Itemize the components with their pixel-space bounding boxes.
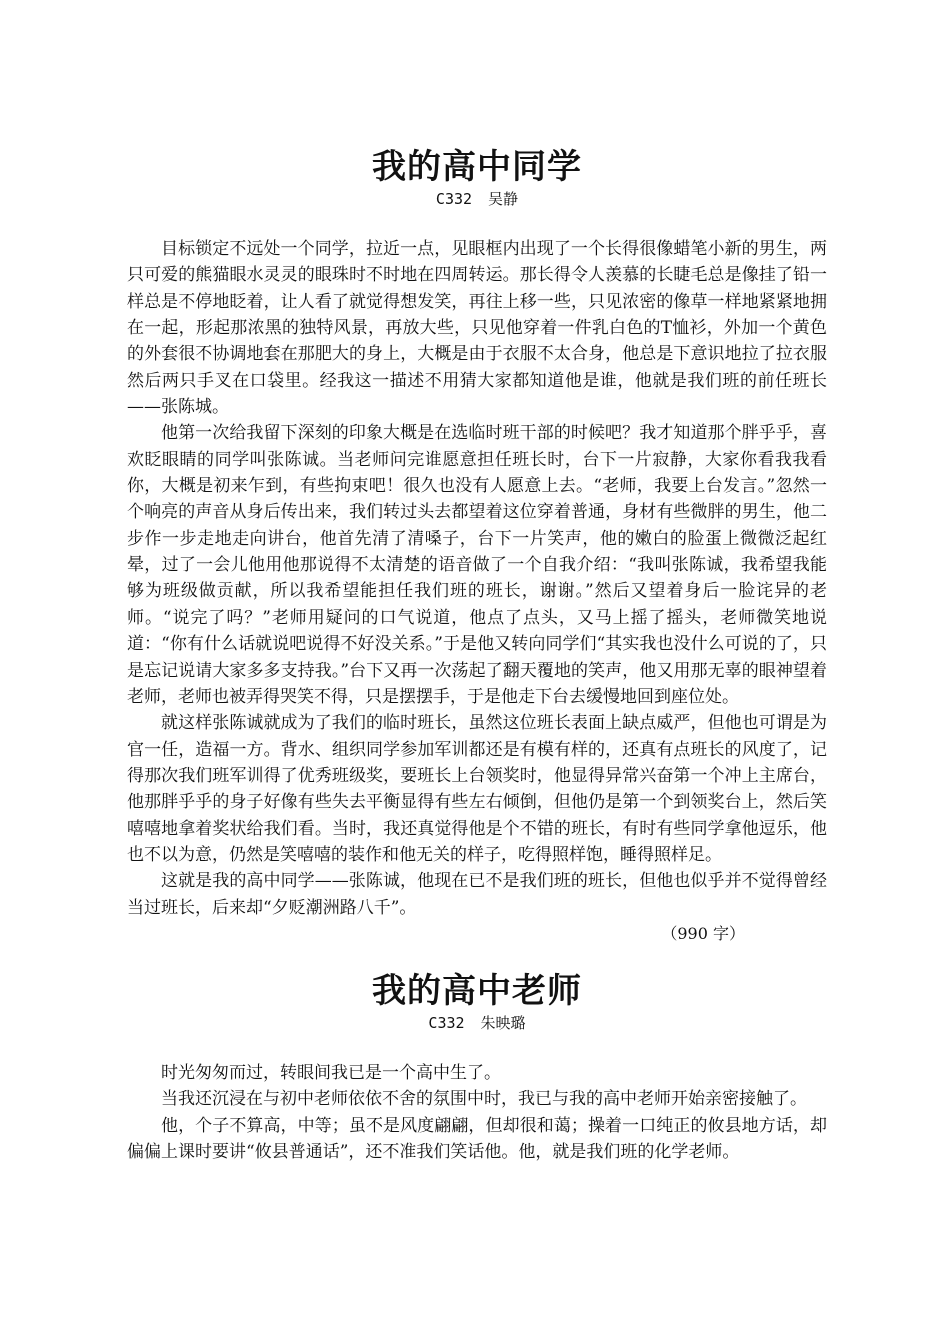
author-name: 朱映璐 <box>480 1014 526 1032</box>
article-body <box>127 1060 827 1165</box>
class-code: C332 <box>428 1014 465 1032</box>
paragraph: 他第一次给我留下深刻的印象大概是在选临时班干部的时候吧？我才知道那个胖乎乎，喜欢眨眼睛的同学叫张陈诚。当老师问完谁愿意担任班长时，台下一片寂静，大家你看我我看你，大概是初来乍到，有些拘束吧！很久也没有人愿意上去。“老师，我要上台发言。”忽然一个响亮的声音从身后传出来，我们转过头去都望着这位穿着普通，身材有些微胖的男生，他二步作一步走地走向讲台，他首先清了清嗓子，台下一片笑声，他的嫩白的脸蛋上微微泛起红晕，过了一会儿他用他那说得不太清楚的语音做了一个自我介绍：“我叫张陈诚，我希望我能够为班级做贡献，所以我希望能担任我们班的班长，谢谢。”然后又望着身后一脸诧异的老师。“说完了吗？”老师用疑问的口气说道，他点了点头，又马上摇了摇头，老师微笑地说道：“你有什么话就说吧说得不好没关系。”于是他又转向同学们“其实我也没什么可说的了，只是忘记说请大家多多支持我。”台下又再一次荡起了翻天覆地的笑声，他又用那无辜的眼神望着老师，老师也被弄得哭笑不得，只是摆摆手，于是他走下台去缓慢地回到座位处。 <box>127 423 827 707</box>
paragraph: 目标锁定不远处一个同学，拉近一点，见眼框内出现了一个长得很像蜡笔小新的男生，两只可爱的熊猫眼水灵灵的眼珠时不时地在四周转运。那长得令人羡慕的长睫毛总是像挂了铅一样总是不停地眨着，让人看了就觉得想发笑，再往上移一些，只见浓密的像草一样地紧紧地拥在一起，形起那浓黑的独特风景，再放大些，只见他穿着一件乳白色的T恤衫，外加一个黄色的外套很不协调地套在那肥大的身上，大概是由于衣服不太合身，他总是下意识地拉了拉衣服然后两只手叉在口袋里。经我这一描述不用猜大家都知道他是谁，他就是我们班的前任班长——张陈城。 <box>127 239 827 418</box>
article-teacher <box>127 971 827 1165</box>
paragraph: 时光匆匆而过，转眼间我已是一个高中生了。 <box>161 1063 501 1083</box>
class-code: C332 <box>435 190 473 208</box>
article-body <box>127 236 827 921</box>
article-byline <box>127 189 827 209</box>
article-classmate <box>127 147 827 947</box>
paragraph: 就这样张陈诚就成为了我们的临时班长，虽然这位班长表面上缺点威严，但他也可谓是为官一任，造福一方。背水、组织同学参加军训都还是有模有样的，还真有点班长的风度了，记得那次我们班军训得了优秀班级奖，要班长上台领奖时，他显得异常兴奋第一个冲上主席台，他那胖乎乎的身子好像有些失去平衡显得有些左右倾倒，但他仍是第一个到领奖台上，然后笑嘻嘻地拿着奖状给我们看。当时，我还真觉得他是个不错的班长，有时有些同学拿他逗乐，他也不以为意，仍然是笑嘻嘻的装作和他无关的样子，吃得照样饱，睡得照样足。 <box>127 713 827 865</box>
author-name: 吴静 <box>488 190 519 208</box>
word-count: （990 字） <box>661 923 745 943</box>
article-title: 我的高中同学 <box>372 147 582 187</box>
article-byline <box>127 1013 827 1033</box>
paragraph: 这就是我的高中同学——张陈诚，他现在已不是我们班的班长，但他也似乎并不觉得曾经当过班长，后来却“夕贬潮洲路八千”。 <box>127 871 827 918</box>
paragraph: 他，个子不算高，中等；虽不是风度翩翩，但却很和蔼；操着一口纯正的攸县地方话，却偏偏上课时要讲“攸县普通话”，还不准我们笑话他。他，就是我们班的化学老师。 <box>127 1115 827 1163</box>
article-title: 我的高中老师 <box>372 971 582 1011</box>
paragraph: 当我还沉浸在与初中老师依依不舍的氛围中时，我已与我的高中老师开始亲密接触了。 <box>161 1089 807 1110</box>
